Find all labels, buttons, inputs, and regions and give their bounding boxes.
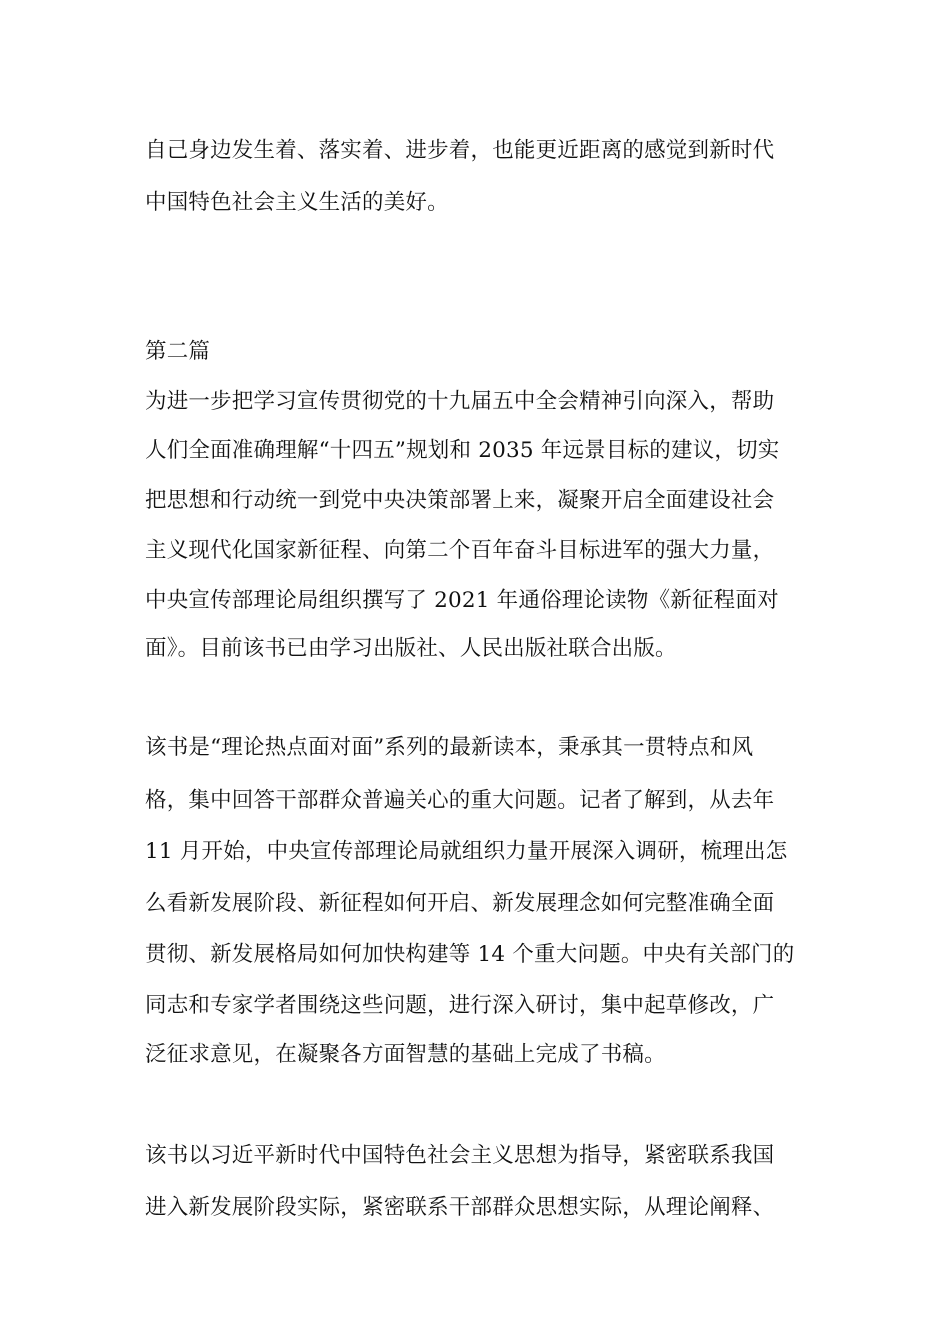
text-line: 泛征求意见，在凝聚各方面智慧的基础上完成了书稿。 — [145, 1042, 666, 1067]
text-line: 该书是“理论热点面对面”系列的最新读本，秉承其一贯特点和风 — [145, 735, 754, 760]
text-line: 主义现代化国家新征程、向第二个百年奋斗目标进军的强大力量， — [145, 538, 775, 563]
text-line: 同志和专家学者围绕这些问题，进行深入研讨，集中起草修改，广 — [145, 993, 775, 1018]
text-line: 中央宣传部理论局组织撰写了 2021 年通俗理论读物《新征程面对 — [145, 588, 779, 613]
section-title: 第二篇 — [145, 339, 211, 364]
text-line: 中国特色社会主义生活的美好。 — [145, 190, 449, 215]
text-line: 面》。目前该书已由学习出版社、人民出版社联合出版。 — [145, 636, 677, 661]
text-line: 11 月开始，中央宣传部理论局就组织力量开展深入调研，梳理出怎 — [145, 839, 788, 864]
text-line: 贯彻、新发展格局如何加快构建等 14 个重大问题。中央有关部门的 — [145, 942, 795, 967]
text-line: 进入新发展阶段实际，紧密联系干部群众思想实际，从理论阐释、 — [145, 1195, 775, 1220]
text-line: 格，集中回答干部群众普遍关心的重大问题。记者了解到，从去年 — [145, 788, 775, 813]
text-line: 么看新发展阶段、新征程如何开启、新发展理念如何完整准确全面 — [145, 891, 775, 916]
text-line: 人们全面准确理解“十四五”规划和 2035 年远景目标的建议，切实 — [145, 438, 780, 463]
text-line: 自己身边发生着、落实着、进步着，也能更近距离的感觉到新时代 — [145, 138, 775, 163]
text-line: 该书以习近平新时代中国特色社会主义思想为指导，紧密联系我国 — [145, 1143, 775, 1168]
text-line: 为进一步把学习宣传贯彻党的十九届五中全会精神引向深入，帮助 — [145, 389, 775, 414]
text-line: 把思想和行动统一到党中央决策部署上来，凝聚开启全面建设社会 — [145, 488, 775, 513]
